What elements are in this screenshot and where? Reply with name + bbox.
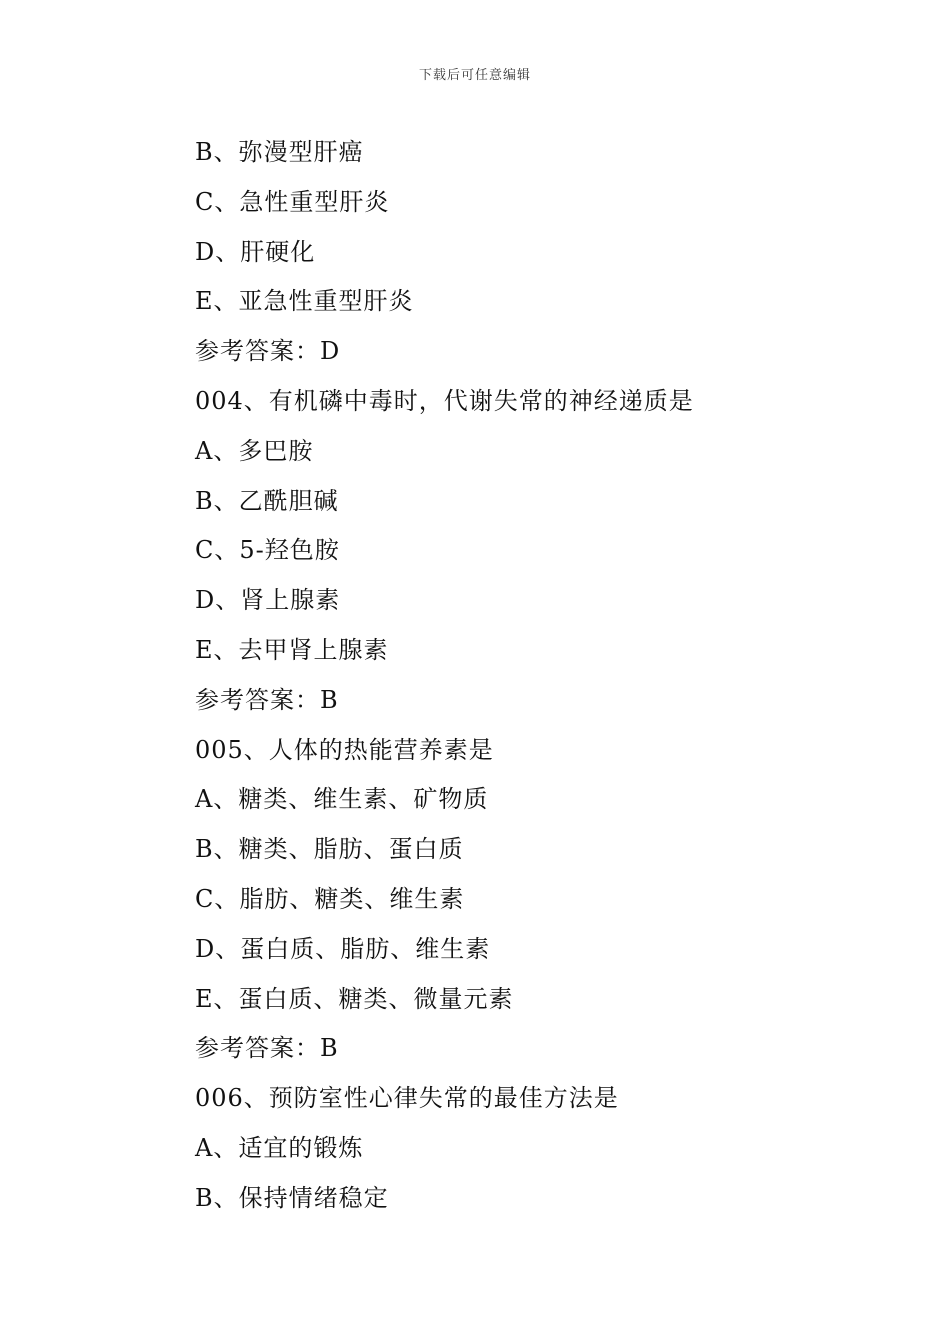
question-line: 004、有机磷中毒时，代谢失常的神经递质是 (195, 386, 694, 415)
question-line: 006、预防室性心律失常的最佳方法是 (195, 1084, 619, 1113)
answer-line: 参考答案：B (195, 1034, 339, 1063)
option-line: B、乙酰胆碱 (195, 486, 339, 515)
option-line: D、蛋白质、脂肪、维生素 (195, 934, 491, 963)
option-line: B、弥漫型肝癌 (195, 138, 364, 166)
option-line: D、肝硬化 (195, 237, 316, 266)
option-line: B、保持情绪稳定 (195, 1183, 389, 1212)
page-header: 下载后可任意编辑 (418, 68, 531, 83)
document-body (195, 128, 875, 1224)
answer-line: 参考答案：B (195, 685, 339, 714)
option-line: C、5-羟色胺 (195, 536, 340, 565)
option-line: A、多巴胺 (195, 436, 314, 465)
option-line: A、适宜的锻炼 (195, 1133, 364, 1162)
option-line: E、蛋白质、糖类、微量元素 (195, 984, 514, 1013)
option-line: D、肾上腺素 (195, 586, 341, 615)
option-line: C、脂肪、糖类、维生素 (195, 884, 465, 913)
question-line: 005、人体的热能营养素是 (195, 735, 494, 764)
option-line: C、急性重型肝炎 (195, 187, 390, 216)
option-line: B、糖类、脂肪、蛋白质 (195, 835, 464, 864)
answer-line: 参考答案：D (195, 337, 341, 366)
option-line: E、亚急性重型肝炎 (195, 287, 414, 316)
option-line: E、去甲肾上腺素 (195, 635, 389, 664)
option-line: A、糖类、维生素、矿物质 (195, 785, 489, 814)
